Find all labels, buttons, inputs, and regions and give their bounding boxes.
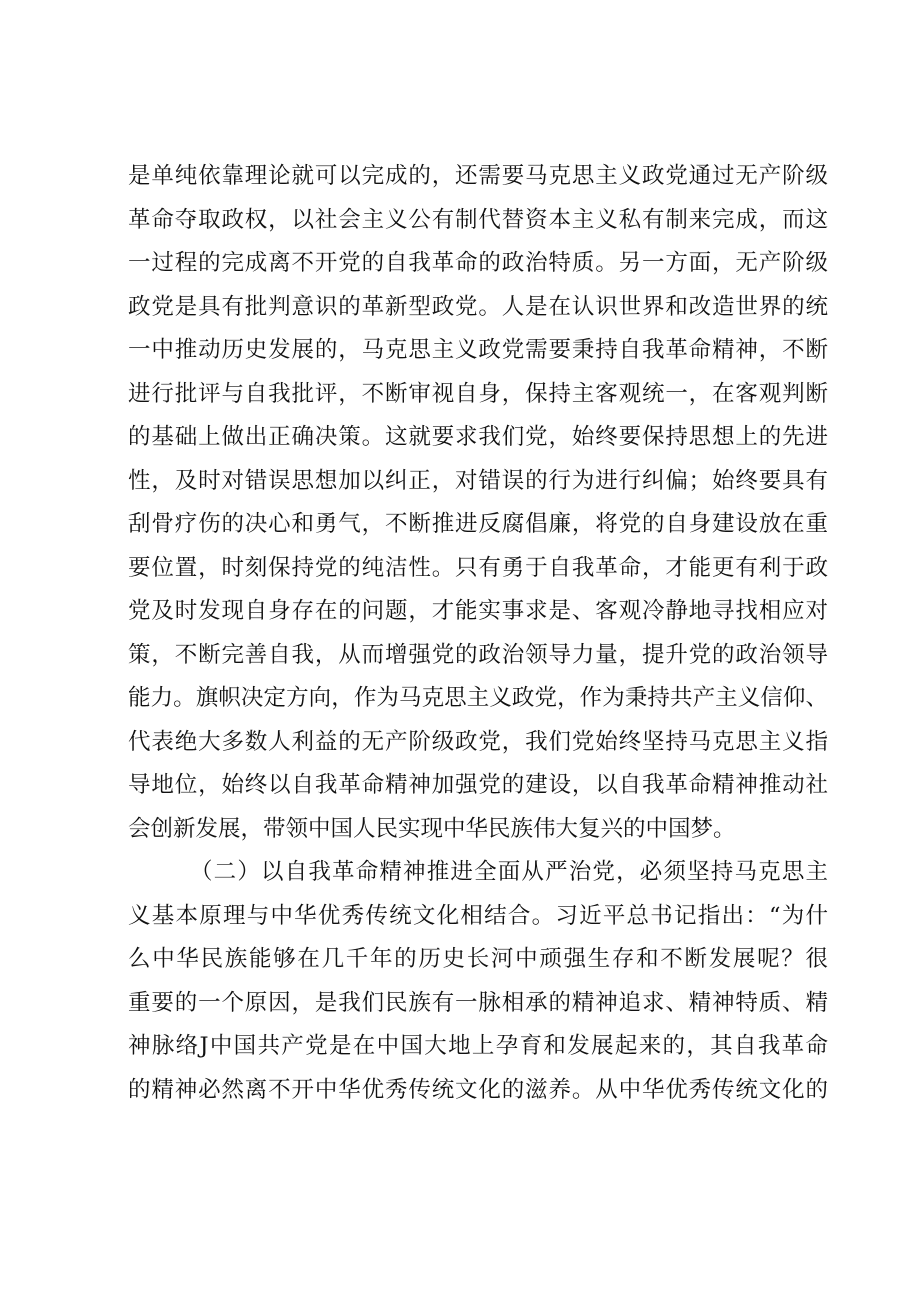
text-line: 进行批评与自我批评，不断审视自身，保持主客观统一，在客观判断 — [128, 380, 828, 407]
text-line: 代表绝大多数人利益的无产阶级政党，我们党始终坚持马克思主义指 — [128, 728, 828, 755]
text-line: 是单纯依靠理论就可以完成的，还需要马克思主义政党通过无产阶级 — [128, 163, 828, 189]
text-line: 的基础上做出正确决策。这就要求我们党，始终要保持思想上的先进 — [128, 424, 828, 450]
text-line: 么中华民族能够在几千年的历史长河中顽强生存和不断发展呢？很 — [128, 946, 828, 972]
text-line: 的精神必然离不开中华优秀传统文化的滋养。从中华优秀传统文化的 — [128, 1076, 828, 1103]
text-line: 革命夺取政权，以社会主义公有制代替资本主义私有制来完成，而这 — [128, 206, 828, 233]
body-text — [128, 155, 828, 1112]
text-line: 策，不断完善自我，从而增强党的政治领导力量，提升党的政治领导 — [128, 641, 828, 668]
text-line: 要位置，时刻保持党的纯洁性。只有勇于自我革命，才能更有利于政 — [128, 554, 828, 581]
text-line: 神脉络J中国共产党是在中国大地上孕育和发展起来的，其自我革命 — [128, 1033, 828, 1059]
text-line: 一过程的完成离不开党的自我革命的政治特质。另一方面，无产阶级 — [128, 250, 828, 276]
text-line: 义基本原理与中华优秀传统文化相结合。习近平总书记指出：“为什 — [128, 902, 828, 929]
text-line: 政党是具有批判意识的革新型政党。人是在认识世界和改造世界的统 — [128, 293, 828, 320]
text-line: 一中推动历史发展的，马克思主义政党需要秉持自我革命精神，不断 — [128, 337, 828, 363]
text-line: 性，及时对错误思想加以纠正，对错误的行为进行纠偏；始终要具有 — [128, 467, 828, 494]
paragraph-last-line: 会创新发展，带领中国人民实现中华民族伟大复兴的中国梦。 — [128, 815, 736, 842]
text-line: 导地位，始终以自我革命精神加强党的建设，以自我革命精神推动社 — [128, 772, 828, 798]
text-line: 能力。旗帜决定方向，作为马克思主义政党，作为秉持共产主义信仰、 — [128, 685, 828, 711]
text-line: 党及时发现自身存在的问题，才能实事求是、客观冷静地寻找相应对 — [128, 598, 828, 624]
section-heading-line: （二）以自我革命精神推进全面从严治党，必须坚持马克思主 — [190, 859, 828, 885]
text-line: 重要的一个原因，是我们民族有一脉相承的精神追求、精神特质、精 — [128, 989, 828, 1016]
text-line: 刮骨疗伤的决心和勇气，不断推进反腐倡廉，将党的自身建设放在重 — [128, 511, 828, 537]
